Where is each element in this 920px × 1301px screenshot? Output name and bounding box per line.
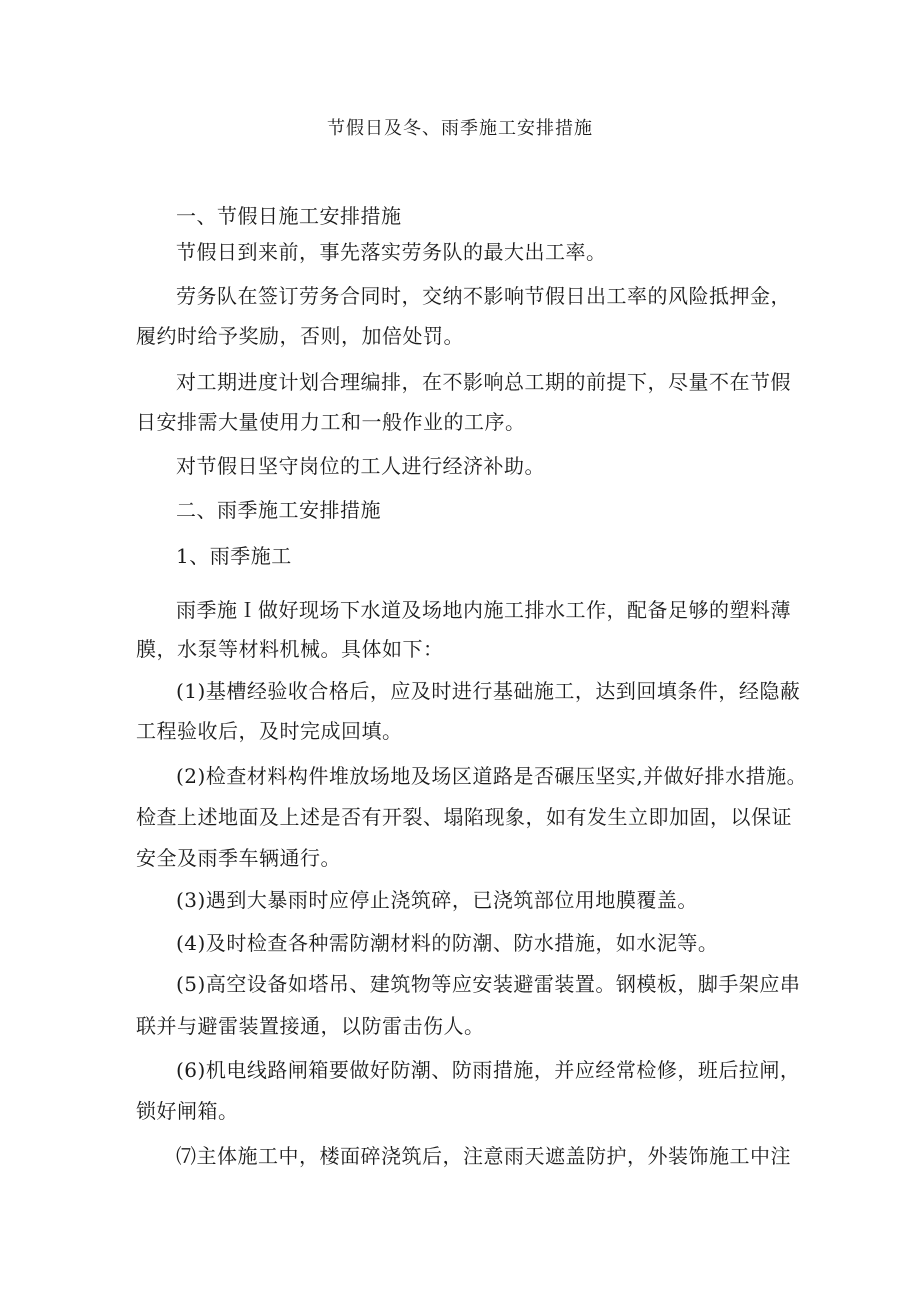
- paragraph-line: 膜，水泵等材料机械。具体如下：: [136, 637, 444, 661]
- list-item-line: (6)机电线路闸箱要做好防潮、防雨措施，并应经常检修，班后拉闸，: [176, 1058, 801, 1082]
- list-item-line: 锁好闸箱。: [136, 1099, 239, 1123]
- section-heading-rain: 二、雨季施工安排措施: [176, 498, 381, 522]
- paragraph-line: 日安排需大量使用力工和一般作业的工序。: [136, 410, 526, 434]
- subsection-heading: 1、雨季施工: [176, 544, 292, 568]
- list-item-line: 联并与避雷装置接通，以防雷击伤人。: [136, 1014, 485, 1038]
- paragraph-line: 履约时给予奖励，否则，加倍处罚。: [136, 324, 464, 348]
- list-item-line: 工程验收后，及时完成回填。: [136, 719, 403, 743]
- paragraph-line: 雨季施Ｉ做好现场下水道及场地内施工排水工作，配备足够的塑料薄: [176, 598, 791, 622]
- list-item-line: (1)基槽经验收合格后，应及时进行基础施工，达到回填条件，经隐蔽: [176, 679, 801, 703]
- list-item-line: 检查上述地面及上述是否有开裂、塌陷现象，如有发生立即加固，以保证: [136, 805, 792, 829]
- section-heading-holiday: 一、节假日施工安排措施: [176, 204, 402, 228]
- paragraph-line: 对节假日坚守岗位的工人进行经济补助。: [176, 454, 545, 478]
- document-title: 节假日及冬、雨季施工安排措施: [327, 118, 593, 139]
- list-item-line: (5)高空设备如塔吊、建筑物等应安装避雷装置。钢模板，脚手架应串: [176, 972, 801, 996]
- list-item-line: (3)遇到大暴雨时应停止浇筑碎，已浇筑部位用地膜覆盖。: [176, 888, 698, 912]
- list-item-line: 安全及雨季车辆通行。: [136, 846, 341, 870]
- paragraph-line: 节假日到来前，事先落实劳务队的最大出工率。: [176, 240, 607, 264]
- list-item-line: (2)检查材料构件堆放场地及场区道路是否碾压坚实,并做好排水措施。: [176, 764, 808, 788]
- list-item-line: (4)及时检查各种需防潮材料的防潮、防水措施，如水泥等。: [176, 931, 719, 955]
- paragraph-line: 对工期进度计划合理编排，在不影响总工期的前提下，尽量不在节假: [176, 370, 791, 394]
- paragraph-line: 劳务队在签订劳务合同时，交纳不影响节假日出工率的风险抵押金，: [176, 284, 791, 308]
- list-item-line: ⑺主体施工中，楼面碎浇筑后，注意雨天遮盖防护，外装饰施工中注: [176, 1144, 791, 1168]
